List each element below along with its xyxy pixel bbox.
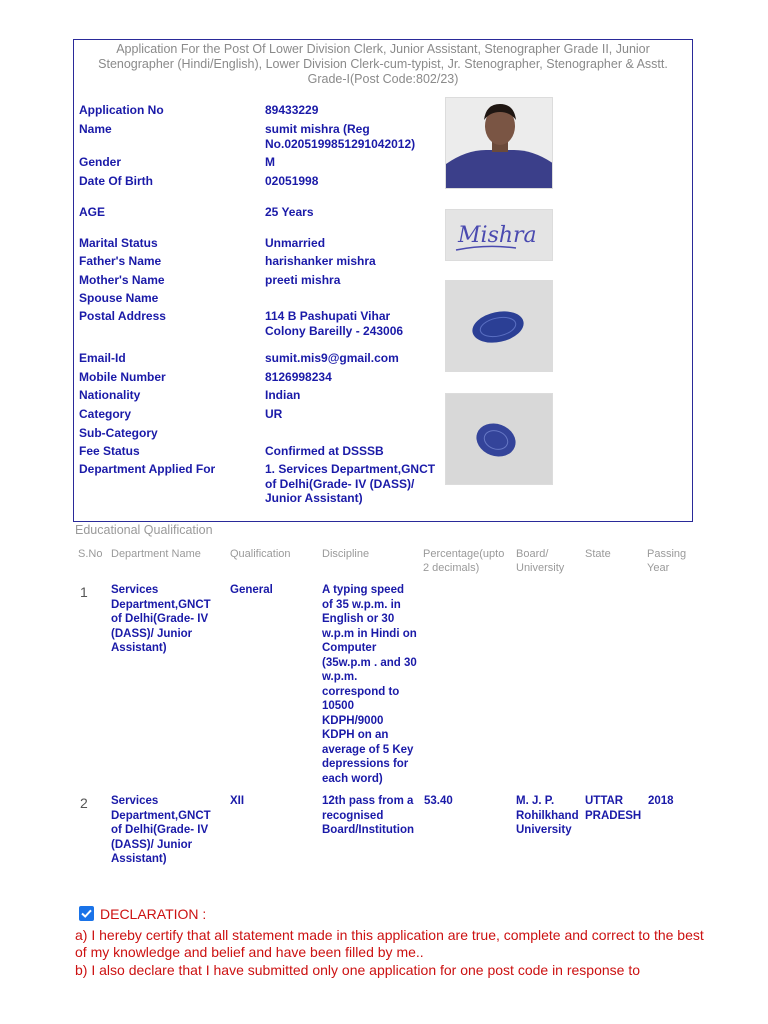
label-father-name: Father's Name	[79, 254, 162, 268]
row-2-department: Services Department,GNCT of Delhi(Grade- IV (DASS)/ Junior Assistant)	[111, 795, 211, 865]
left-thumb-impression	[445, 280, 553, 372]
value-name: sumit mishra (Reg No.020519985129104​2012)	[265, 122, 416, 151]
th-department-name: Department Name	[111, 548, 201, 560]
value-application-no: 89433229	[265, 103, 319, 117]
value-nationality: Indian	[265, 388, 301, 402]
row-2-sno: 2	[80, 795, 88, 811]
label-age: AGE	[79, 205, 106, 219]
row-2-board: M. J. P. Rohilkhand University	[516, 795, 579, 836]
label-department-applied: Department Applied For	[79, 462, 216, 476]
row-1-department: Services Department,GNCT of Delhi(Grade- IV (DASS)/ Junior Assistant)	[111, 584, 211, 654]
label-name: Name	[79, 122, 112, 136]
signature-text: Mishra	[458, 223, 537, 248]
checkmark-icon	[79, 906, 94, 921]
label-category: Category	[79, 407, 132, 421]
application-details-panel	[73, 39, 693, 522]
declaration-line-b: b) I also declare that I have submitted only one application for one post code in response to	[75, 962, 641, 978]
row-1-sno: 1	[80, 584, 88, 600]
label-application-no: Application No	[79, 103, 164, 117]
value-mobile: 8126998234	[265, 370, 332, 384]
education-section-title: Educational Qualification	[75, 523, 213, 537]
row-1-discipline: A typing speed of 35 w.p.m. in English or 30 w.p.m in Hindi on Computer (35w.p.m . and 30 w.p.m. correspond to 10500 KDPH/9000 KDPH on an average of 5 Key depressions for each word)	[322, 584, 417, 785]
value-postal-address: 114 B Pashupati Vihar Colony Bareilly - 243006	[265, 309, 404, 338]
value-category: UR	[265, 407, 283, 421]
th-sno: S.No	[78, 548, 103, 560]
th-qualification: Qualification	[230, 548, 291, 560]
row-2-qualification: XII	[230, 795, 245, 807]
value-marital-status: Unmarried	[265, 236, 326, 250]
value-dob: 02051998	[265, 174, 319, 188]
label-sub-category: Sub-Category	[79, 426, 158, 440]
label-fee-status: Fee Status	[79, 444, 140, 458]
declaration-checkbox[interactable]	[79, 906, 94, 921]
label-gender: Gender	[79, 155, 122, 169]
label-mother-name: Mother's Name	[79, 273, 165, 287]
candidate-photo	[445, 97, 553, 189]
th-board: Board/ University	[516, 548, 565, 574]
value-mother-name: preeti mishra	[265, 273, 341, 287]
declaration-line-a: a) I hereby certify that all statement made in this application are true, complete and correct to the best of my knowledge and belief and have been filled by me..	[75, 927, 704, 960]
value-age: 25 Years	[265, 205, 314, 219]
declaration-title: DECLARATION :	[100, 906, 207, 922]
label-email: Email-Id	[79, 351, 126, 365]
row-1-qualification: General	[230, 584, 273, 596]
candidate-signature	[445, 209, 553, 261]
row-2-percentage: 53.40	[424, 795, 453, 807]
label-marital-status: Marital Status	[79, 236, 158, 250]
row-2-state: UTTAR PRADESH	[585, 795, 642, 822]
label-nationality: Nationality	[79, 388, 141, 402]
value-gender: M	[265, 155, 275, 169]
value-email: sumit.mis9@gmail.com	[265, 351, 399, 365]
label-mobile: Mobile Number	[79, 370, 166, 384]
th-state: State	[585, 548, 611, 560]
label-spouse-name: Spouse Name	[79, 291, 159, 305]
label-dob: Date Of Birth	[79, 174, 154, 188]
th-passing-year: Passing Year	[647, 548, 687, 574]
value-father-name: harishanker mishra	[265, 254, 376, 268]
th-discipline: Discipline	[322, 548, 370, 560]
label-postal-address: Postal Address	[79, 309, 166, 323]
value-fee-status: Confirmed at DSSSB	[265, 444, 384, 458]
application-title: Application For the Post Of Lower Division Clerk, Junior Assistant, Stenographer Grade II, Junior Stenographer (Hindi/English), Lower Division Clerk-cum-typist, Jr. Stenographer, Stenographer & Asstt. Grade-I(Post Code:802/23)	[98, 42, 668, 86]
th-percentage: Percentage(upto 2 decimals)	[423, 548, 505, 574]
row-2-discipline: 12th pass from a recognised Board/Institution	[322, 795, 414, 836]
right-thumb-impression	[445, 393, 553, 485]
value-department-applied: 1. Services Department,GNCT of Delhi(Grade- IV (DASS)/ Junior Assistant)	[265, 462, 436, 505]
row-2-year: 2018	[648, 795, 674, 807]
